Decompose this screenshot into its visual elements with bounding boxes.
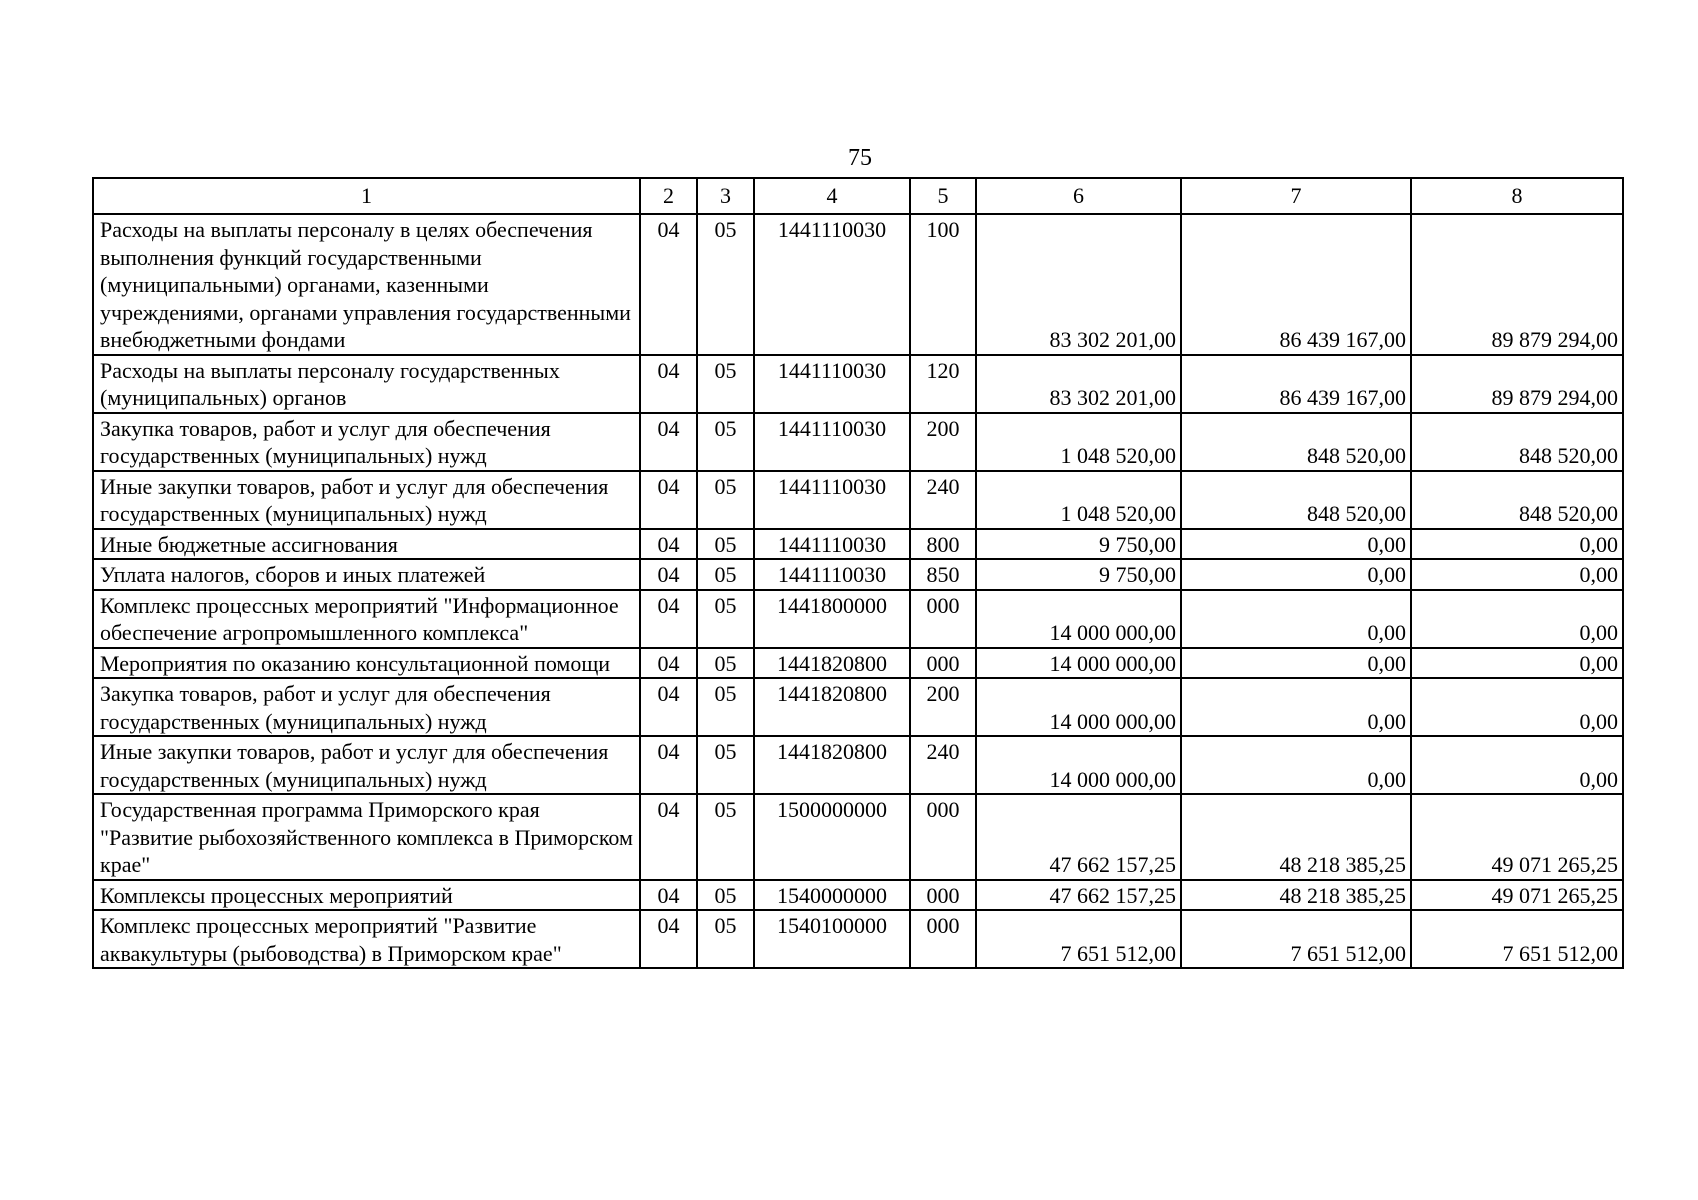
row-subsection-code: 05 <box>697 678 754 736</box>
table-row <box>93 529 1623 560</box>
row-target-code: 1441800000 <box>754 590 910 648</box>
row-amount-col6: 7 651 512,00 <box>976 910 1181 968</box>
table-row <box>93 214 1623 355</box>
row-target-code: 1441820800 <box>754 736 910 794</box>
row-expense-type-code: 800 <box>910 529 976 560</box>
row-section-code: 04 <box>640 678 697 736</box>
row-amount-col6: 14 000 000,00 <box>976 590 1181 648</box>
row-subsection-code: 05 <box>697 736 754 794</box>
row-target-code: 1540100000 <box>754 910 910 968</box>
table-body <box>93 214 1623 968</box>
row-amount-col7: 0,00 <box>1181 590 1411 648</box>
column-header-2: 2 <box>640 178 697 214</box>
row-section-code: 04 <box>640 880 697 911</box>
row-amount-col7: 86 439 167,00 <box>1181 214 1411 355</box>
row-name: Комплекс процессных мероприятий "Информационное обеспечение агропромышленного комплекса" <box>93 590 640 648</box>
row-subsection-code: 05 <box>697 355 754 413</box>
row-amount-col7: 0,00 <box>1181 559 1411 590</box>
row-expense-type-code: 100 <box>910 214 976 355</box>
row-amount-col6: 9 750,00 <box>976 529 1181 560</box>
row-name: Иные закупки товаров, работ и услуг для обеспечения государственных (муниципальных) нужд <box>93 471 640 529</box>
table-row <box>93 880 1623 911</box>
table-row <box>93 590 1623 648</box>
row-amount-col6: 9 750,00 <box>976 559 1181 590</box>
row-amount-col6: 83 302 201,00 <box>976 355 1181 413</box>
row-amount-col8: 848 520,00 <box>1411 413 1623 471</box>
row-target-code: 1441110030 <box>754 355 910 413</box>
table-row <box>93 910 1623 968</box>
row-expense-type-code: 200 <box>910 413 976 471</box>
row-amount-col7: 48 218 385,25 <box>1181 880 1411 911</box>
table-row <box>93 648 1623 679</box>
row-section-code: 04 <box>640 794 697 880</box>
row-target-code: 1441110030 <box>754 413 910 471</box>
row-section-code: 04 <box>640 529 697 560</box>
row-expense-type-code: 240 <box>910 471 976 529</box>
row-subsection-code: 05 <box>697 529 754 560</box>
row-section-code: 04 <box>640 910 697 968</box>
row-target-code: 1441820800 <box>754 648 910 679</box>
row-name: Уплата налогов, сборов и иных платежей <box>93 559 640 590</box>
row-amount-col8: 0,00 <box>1411 736 1623 794</box>
row-amount-col8: 0,00 <box>1411 590 1623 648</box>
row-name: Расходы на выплаты персоналу в целях обеспечения выполнения функций государственными (муниципальными) органами, казенными учреждениями, органами управления государственными внебюджетными фондами <box>93 214 640 355</box>
row-amount-col6: 14 000 000,00 <box>976 648 1181 679</box>
row-target-code: 1441110030 <box>754 559 910 590</box>
row-amount-col7: 0,00 <box>1181 678 1411 736</box>
row-expense-type-code: 000 <box>910 590 976 648</box>
table-row <box>93 413 1623 471</box>
row-target-code: 1441110030 <box>754 471 910 529</box>
row-name: Комплекс процессных мероприятий "Развитие аквакультуры (рыбоводства) в Приморском крае" <box>93 910 640 968</box>
row-expense-type-code: 120 <box>910 355 976 413</box>
row-amount-col8: 848 520,00 <box>1411 471 1623 529</box>
column-header-4: 4 <box>754 178 910 214</box>
row-name: Расходы на выплаты персоналу государственных (муниципальных) органов <box>93 355 640 413</box>
row-expense-type-code: 000 <box>910 794 976 880</box>
header-row <box>93 178 1623 214</box>
row-amount-col8: 0,00 <box>1411 678 1623 736</box>
row-name: Иные бюджетные ассигнования <box>93 529 640 560</box>
column-header-8: 8 <box>1411 178 1623 214</box>
row-subsection-code: 05 <box>697 880 754 911</box>
row-amount-col8: 49 071 265,25 <box>1411 880 1623 911</box>
row-amount-col7: 7 651 512,00 <box>1181 910 1411 968</box>
row-amount-col6: 1 048 520,00 <box>976 471 1181 529</box>
row-section-code: 04 <box>640 559 697 590</box>
table-row <box>93 678 1623 736</box>
row-subsection-code: 05 <box>697 471 754 529</box>
row-section-code: 04 <box>640 355 697 413</box>
column-header-3: 3 <box>697 178 754 214</box>
page-number: 75 <box>848 145 872 171</box>
row-amount-col6: 47 662 157,25 <box>976 880 1181 911</box>
row-amount-col7: 48 218 385,25 <box>1181 794 1411 880</box>
table-row <box>93 559 1623 590</box>
column-header-5: 5 <box>910 178 976 214</box>
row-subsection-code: 05 <box>697 214 754 355</box>
row-amount-col7: 0,00 <box>1181 648 1411 679</box>
row-amount-col7: 0,00 <box>1181 736 1411 794</box>
row-amount-col7: 86 439 167,00 <box>1181 355 1411 413</box>
row-name: Закупка товаров, работ и услуг для обеспечения государственных (муниципальных) нужд <box>93 413 640 471</box>
row-subsection-code: 05 <box>697 910 754 968</box>
row-amount-col6: 83 302 201,00 <box>976 214 1181 355</box>
row-subsection-code: 05 <box>697 590 754 648</box>
row-name: Государственная программа Приморского края "Развитие рыбохозяйственного комплекса в Приморском крае" <box>93 794 640 880</box>
row-amount-col8: 0,00 <box>1411 559 1623 590</box>
row-amount-col8: 0,00 <box>1411 648 1623 679</box>
row-amount-col6: 1 048 520,00 <box>976 413 1181 471</box>
table-row <box>93 794 1623 880</box>
row-name: Закупка товаров, работ и услуг для обеспечения государственных (муниципальных) нужд <box>93 678 640 736</box>
table-row <box>93 355 1623 413</box>
row-amount-col8: 0,00 <box>1411 529 1623 560</box>
row-amount-col6: 14 000 000,00 <box>976 736 1181 794</box>
row-amount-col8: 89 879 294,00 <box>1411 355 1623 413</box>
row-amount-col6: 47 662 157,25 <box>976 794 1181 880</box>
row-expense-type-code: 000 <box>910 880 976 911</box>
row-amount-col8: 7 651 512,00 <box>1411 910 1623 968</box>
budget-table <box>92 177 1624 969</box>
row-section-code: 04 <box>640 648 697 679</box>
row-expense-type-code: 850 <box>910 559 976 590</box>
row-expense-type-code: 000 <box>910 648 976 679</box>
row-section-code: 04 <box>640 590 697 648</box>
row-expense-type-code: 000 <box>910 910 976 968</box>
row-amount-col8: 89 879 294,00 <box>1411 214 1623 355</box>
row-target-code: 1500000000 <box>754 794 910 880</box>
column-header-7: 7 <box>1181 178 1411 214</box>
row-section-code: 04 <box>640 736 697 794</box>
row-expense-type-code: 200 <box>910 678 976 736</box>
row-name: Иные закупки товаров, работ и услуг для обеспечения государственных (муниципальных) нужд <box>93 736 640 794</box>
row-name: Комплексы процессных мероприятий <box>93 880 640 911</box>
row-subsection-code: 05 <box>697 794 754 880</box>
row-subsection-code: 05 <box>697 559 754 590</box>
row-amount-col7: 0,00 <box>1181 529 1411 560</box>
row-target-code: 1441820800 <box>754 678 910 736</box>
row-section-code: 04 <box>640 214 697 355</box>
row-subsection-code: 05 <box>697 648 754 679</box>
row-name: Мероприятия по оказанию консультационной помощи <box>93 648 640 679</box>
column-header-1: 1 <box>93 178 640 214</box>
table-row <box>93 471 1623 529</box>
row-section-code: 04 <box>640 471 697 529</box>
row-target-code: 1441110030 <box>754 529 910 560</box>
column-header-6: 6 <box>976 178 1181 214</box>
row-target-code: 1441110030 <box>754 214 910 355</box>
row-amount-col8: 49 071 265,25 <box>1411 794 1623 880</box>
table-row <box>93 736 1623 794</box>
row-amount-col6: 14 000 000,00 <box>976 678 1181 736</box>
row-subsection-code: 05 <box>697 413 754 471</box>
row-target-code: 1540000000 <box>754 880 910 911</box>
row-amount-col7: 848 520,00 <box>1181 471 1411 529</box>
row-expense-type-code: 240 <box>910 736 976 794</box>
row-section-code: 04 <box>640 413 697 471</box>
row-amount-col7: 848 520,00 <box>1181 413 1411 471</box>
